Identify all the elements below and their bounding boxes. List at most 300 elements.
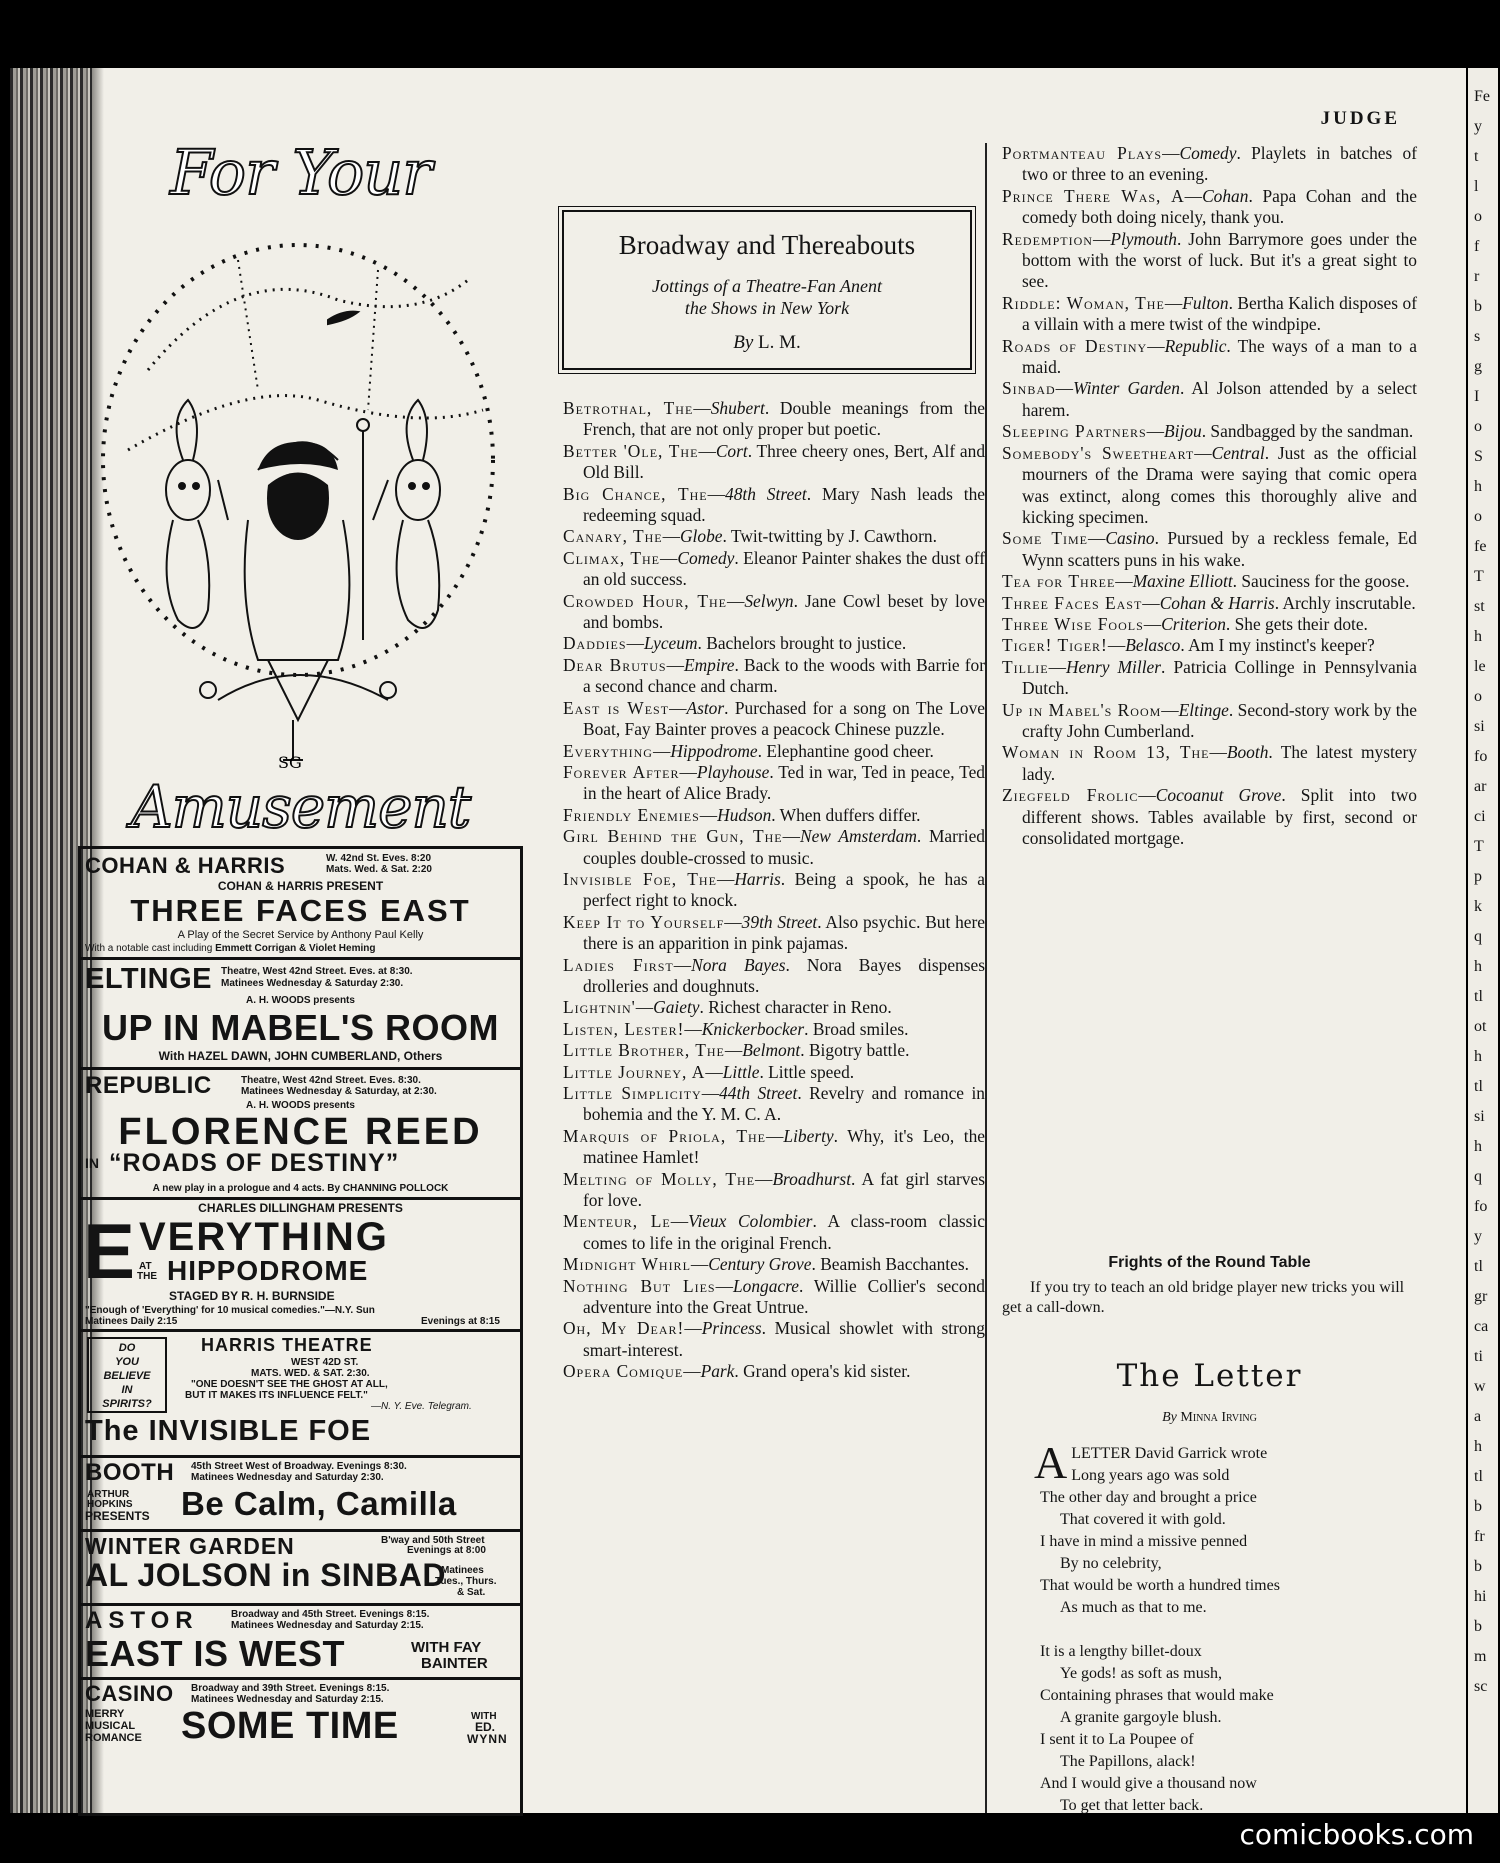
frights-title: Frights of the Round Table bbox=[1108, 1254, 1311, 1271]
next-page-fragment: f bbox=[1474, 238, 1480, 255]
next-page-fragment: p bbox=[1474, 868, 1482, 885]
poem-byline: By Minna Irving bbox=[1162, 1410, 1257, 1425]
show-theatre: Comedy bbox=[1179, 143, 1237, 163]
show-title: Tillie bbox=[1002, 656, 1049, 677]
show-listing-right bbox=[1002, 143, 1417, 849]
show-theatre: Fulton bbox=[1182, 292, 1229, 313]
casino-tag-1: MERRY bbox=[85, 1708, 125, 1720]
casino-tag-3: ROMANCE bbox=[85, 1732, 142, 1744]
show-theatre: Century Grove bbox=[708, 1254, 812, 1275]
show-blurb: The ways of a man to a maid. bbox=[1022, 335, 1417, 378]
show-theatre: Broadhurst bbox=[772, 1168, 852, 1189]
next-page-fragment: h bbox=[1474, 628, 1482, 645]
show-blurb: Revelry and romance in bohemia and the Y. M. C. A. bbox=[583, 1083, 985, 1125]
show-entry: Portmanteau Plays—Comedy. Playlets in batches of two or three to an evening. bbox=[1002, 143, 1418, 185]
illustration-signature: SG bbox=[278, 753, 302, 772]
next-page-fragment: ti bbox=[1474, 1348, 1483, 1365]
show-blurb: Double meanings from the French, that are not only proper but poetic. bbox=[583, 398, 985, 440]
show-title: Daddies bbox=[563, 633, 627, 654]
show-blurb: A class-room classic comes to life in the original French. bbox=[583, 1211, 985, 1253]
show-title: Big Chance, The bbox=[563, 483, 708, 504]
show-title: Ladies First bbox=[563, 954, 674, 975]
show-entry: Lightnin'—Gaiety. Richest character in Reno. bbox=[563, 997, 892, 1018]
show-theatre: Hippodrome bbox=[670, 740, 758, 761]
next-page-fragment: ci bbox=[1474, 808, 1486, 825]
show-title: East is West bbox=[563, 697, 670, 718]
next-page-fragment: h bbox=[1474, 958, 1482, 975]
spirits-box: DO YOU BELIEVE IN SPIRITS? bbox=[87, 1337, 167, 1413]
show-entry: Somebody's Sweetheart—Central. Just as the official mourners of the Drama were saying that comic opera was extinct, along comes this thoroughly alive and kicking specimen. bbox=[1002, 442, 1417, 527]
show-title: Little Journey, A bbox=[563, 1061, 706, 1082]
show-entry: Ladies First—Nora Bayes. Nora Bayes dispenses drolleries and doughnuts. bbox=[563, 954, 986, 996]
next-page-fragment: fo bbox=[1474, 1198, 1488, 1215]
next-page-fragment: gr bbox=[1474, 1288, 1488, 1305]
next-page-fragment: fo bbox=[1474, 748, 1488, 765]
next-page-fragment: a bbox=[1474, 1408, 1482, 1425]
next-page-fragment: g bbox=[1474, 358, 1482, 375]
show-blurb: Jane Cowl beset by love and bombs. bbox=[583, 590, 985, 633]
show-entry: Menteur, Le—Vieux Colombier. A class-room classic comes to life in the original French. bbox=[563, 1211, 985, 1253]
show-blurb: John Barrymore goes under the bottom with the worst of luck. But it's a great sight to see. bbox=[1022, 228, 1418, 292]
show-entry: Keep It to Yourself—39th Street. Also psychic. But here there is an apparition in pink pajamas. bbox=[563, 911, 985, 954]
casino-address-1: Broadway and 39th Street. Evenings 8:15. bbox=[191, 1683, 390, 1694]
show-entry: Everything—Hippodrome. Elephantine good cheer. bbox=[563, 740, 934, 761]
show-title: Forever After bbox=[563, 761, 680, 782]
next-page-fragment: o bbox=[1474, 508, 1482, 525]
show-theatre: Liberty bbox=[783, 1125, 834, 1146]
harris-theatre-name: HARRIS THEATRE bbox=[201, 1335, 373, 1355]
show-entry: Ziegfeld Frolic—Cocoanut Grove. Split into two different shows. Tables available by first, second or consolidated mortgage. bbox=[1002, 785, 1417, 848]
poem-body bbox=[1034, 1437, 1420, 1817]
show-title: Invisible Foe, The bbox=[563, 868, 717, 889]
next-page-fragment: T bbox=[1474, 838, 1484, 855]
show-title: Canary, The bbox=[563, 526, 663, 547]
show-theatre: Shubert bbox=[710, 398, 765, 418]
show-entry: Redemption—Plymouth. John Barrymore goes under the bottom with the worst of luck. But it's a great sight to see. bbox=[1002, 228, 1418, 292]
next-page-fragment: r bbox=[1474, 268, 1480, 285]
be-calm-camilla-title: Be Calm, Camilla bbox=[181, 1485, 457, 1522]
winter-garden-mats-3: & Sat. bbox=[457, 1587, 486, 1598]
next-page-fragment: l bbox=[1474, 178, 1479, 195]
next-page-fragment: sc bbox=[1474, 1678, 1488, 1695]
show-blurb: Willie Collier's second adventure into the Great Untrue. bbox=[583, 1275, 985, 1318]
show-blurb: Ted in war, Ted in peace, Ted in the heart of Alice Brady. bbox=[583, 761, 985, 804]
poem-line: That would be worth a hundred times bbox=[1040, 1577, 1280, 1594]
show-theatre: Selwyn bbox=[744, 590, 794, 611]
casino-name: CASINO bbox=[85, 1681, 174, 1706]
harris-address: WEST 42D ST. bbox=[291, 1357, 359, 1368]
show-blurb: Musical showlet with strong smart-interest. bbox=[583, 1318, 985, 1360]
next-page-fragment: tl bbox=[1474, 988, 1483, 1005]
show-entry: Woman in Room 13, The—Booth. The latest mystery lady. bbox=[1002, 742, 1417, 784]
show-title: Roads of Destiny bbox=[1002, 335, 1148, 356]
broadway-subtitle-1: Jottings of a Theatre-Fan Anent bbox=[652, 276, 882, 296]
ads-title-bottom: Amusement bbox=[130, 773, 471, 841]
show-entry: Girl Behind the Gun, The—New Amsterdam. Married couples double-crossed to music. bbox=[563, 826, 985, 868]
broadway-header-box bbox=[562, 210, 972, 370]
next-page-fragment: h bbox=[1474, 1048, 1482, 1065]
poem-line: Long years ago was sold bbox=[1071, 1467, 1230, 1484]
astor-name: ASTOR bbox=[85, 1607, 199, 1634]
show-entry: Better 'Ole, The—Cort. Three cheery ones, Bert, Alf and Old Bill. bbox=[563, 440, 986, 483]
show-entry: Climax, The—Comedy. Eleanor Painter shakes the dust off an old success. bbox=[563, 547, 985, 590]
booth-present-2: HOPKINS bbox=[87, 1499, 133, 1510]
next-page-fragment: m bbox=[1474, 1648, 1487, 1665]
show-entry: Sinbad—Winter Garden. Al Jolson attended by a select harem. bbox=[1002, 378, 1417, 420]
republic-present: A. H. WOODS presents bbox=[246, 1100, 355, 1111]
show-title: Three Wise Fools bbox=[1002, 613, 1144, 634]
show-theatre: Plymouth bbox=[1110, 228, 1177, 249]
ad-divider bbox=[81, 1455, 520, 1458]
show-listing-middle bbox=[563, 398, 985, 1383]
show-blurb: Broad smiles. bbox=[812, 1018, 909, 1039]
show-entry: Friendly Enemies—Hudson. When duffers differ. bbox=[563, 804, 921, 825]
show-theatre: Vieux Colombier bbox=[688, 1211, 813, 1232]
show-theatre: Cocoanut Grove bbox=[1155, 785, 1282, 806]
show-theatre: Longacre bbox=[732, 1275, 799, 1296]
show-blurb: Married couples double-crossed to music. bbox=[583, 826, 985, 868]
casino-with-1: WITH bbox=[471, 1711, 497, 1722]
show-blurb: Bigotry battle. bbox=[808, 1040, 910, 1061]
watermark: comicbooks.com bbox=[1239, 1818, 1474, 1851]
booth-address-1: 45th Street West of Broadway. Evenings 8:30. bbox=[191, 1461, 407, 1472]
show-theatre: Belmont bbox=[742, 1040, 801, 1061]
booth-present-3: PRESENTS bbox=[85, 1509, 150, 1523]
poem-dropcap: A bbox=[1034, 1437, 1068, 1488]
hippodrome-matinees: Matinees Daily 2:15 bbox=[85, 1316, 178, 1327]
show-theatre: Eltinge bbox=[1178, 699, 1229, 720]
show-theatre: Lyceum bbox=[643, 633, 698, 654]
everything-big-e: E bbox=[83, 1207, 136, 1295]
next-page-fragment: T bbox=[1474, 568, 1484, 585]
poem-line: As much as that to me. bbox=[1060, 1599, 1207, 1616]
show-theatre: Harris bbox=[734, 868, 781, 889]
show-blurb: Patricia Collinge in Pennsylvania Dutch. bbox=[1022, 656, 1417, 699]
show-blurb: Bertha Kalich disposes of a villain with a mere twist of the windpipe. bbox=[1022, 292, 1417, 335]
show-entry: Tillie—Henry Miller. Patricia Collinge in Pennsylvania Dutch. bbox=[1002, 656, 1417, 699]
show-blurb: Al Jolson attended by a select harem. bbox=[1022, 378, 1417, 420]
everything-title: VERYTHING bbox=[139, 1215, 389, 1259]
magazine-header: JUDGE bbox=[1320, 108, 1400, 129]
next-page-fragment: o bbox=[1474, 418, 1482, 435]
show-blurb: Archly inscrutable. bbox=[1282, 592, 1416, 613]
next-page-fragment: t bbox=[1474, 148, 1479, 165]
republic-address-2: Matinees Wednesday & Saturday, at 2:30. bbox=[241, 1086, 437, 1097]
florence-reed-title: FLORENCE REED bbox=[118, 1111, 483, 1153]
casino-tag-2: MUSICAL bbox=[85, 1720, 136, 1732]
show-title: Nothing But Lies bbox=[563, 1275, 716, 1296]
show-blurb: Richest character in Reno. bbox=[708, 997, 892, 1018]
next-page-fragment: tl bbox=[1474, 1468, 1483, 1485]
show-theatre: Central bbox=[1211, 442, 1265, 463]
show-blurb: Papa Cohan and the comedy both doing nicely, thank you. bbox=[1022, 185, 1417, 228]
ad-divider bbox=[81, 1197, 520, 1200]
show-entry: Prince There Was, A—Cohan. Papa Cohan and the comedy both doing nicely, thank you. bbox=[1002, 185, 1417, 228]
show-entry: Big Chance, The—48th Street. Mary Nash leads the redeeming squad. bbox=[563, 483, 985, 526]
republic-in: IN bbox=[85, 1155, 99, 1171]
booth-present-1: ARTHUR bbox=[87, 1489, 130, 1500]
eltinge-address-2: Matinees Wednesday & Saturday 2:30. bbox=[221, 978, 404, 989]
show-title: Little Simplicity bbox=[563, 1083, 702, 1103]
hippodrome-venue: HIPPODROME bbox=[167, 1255, 369, 1286]
next-page-fragment: fe bbox=[1474, 538, 1487, 555]
show-theatre: Booth bbox=[1226, 742, 1269, 763]
show-entry: Tiger! Tiger!—Belasco. Am I my instinct's keeper? bbox=[1002, 635, 1375, 656]
show-title: Little Brother, The bbox=[563, 1040, 725, 1061]
next-page-fragment: si bbox=[1474, 718, 1485, 735]
next-page-fragment: si bbox=[1474, 1108, 1485, 1125]
winter-garden-address-1: B'way and 50th Street bbox=[381, 1535, 485, 1546]
show-theatre: Little bbox=[722, 1061, 760, 1082]
ad-divider bbox=[81, 957, 520, 960]
show-title: Marquis of Priola, The bbox=[563, 1125, 767, 1146]
show-blurb: Am I my instinct's keeper? bbox=[1188, 635, 1375, 656]
hippodrome-the: THE bbox=[137, 1271, 157, 1282]
show-theatre: Empire bbox=[683, 654, 735, 675]
next-page-fragment: tl bbox=[1474, 1258, 1483, 1275]
show-title: Midnight Whirl bbox=[563, 1254, 691, 1275]
cohan-harris-name: COHAN & HARRIS bbox=[85, 853, 286, 878]
show-theatre: Knickerbocker bbox=[701, 1018, 805, 1039]
show-title: Dear Brutus bbox=[563, 654, 667, 675]
show-title: Tea for Three bbox=[1002, 571, 1116, 592]
next-page-fragment: S bbox=[1474, 448, 1483, 465]
next-page-fragment: fr bbox=[1474, 1528, 1485, 1545]
next-page-fragment: y bbox=[1474, 1228, 1482, 1245]
show-blurb: Pursued by a reckless female, Ed Wynn scatters puns in his wake. bbox=[1022, 528, 1417, 570]
show-blurb: Bachelors brought to justice. bbox=[706, 633, 907, 654]
show-title: Friendly Enemies bbox=[563, 804, 700, 825]
poem-line: To get that letter back. bbox=[1060, 1797, 1204, 1814]
poem-line: And I would give a thousand now bbox=[1040, 1775, 1257, 1792]
invisible-foe-title: The INVISIBLE FOE bbox=[85, 1415, 372, 1447]
show-title: Lightnin' bbox=[563, 997, 636, 1018]
next-page-fragment: Fe bbox=[1474, 88, 1490, 105]
three-faces-east-line-1: A Play of the Secret Service by Anthony Paul Kelly bbox=[177, 929, 424, 941]
jester-illustration bbox=[88, 220, 508, 780]
ad-divider bbox=[81, 1677, 520, 1680]
show-theatre: Maxine Elliott bbox=[1132, 571, 1233, 592]
show-entry: Little Journey, A—Little. Little speed. bbox=[563, 1061, 855, 1082]
next-page-fragment: I bbox=[1474, 388, 1480, 405]
show-theatre: 39th Street bbox=[741, 911, 818, 932]
show-theatre: Comedy bbox=[677, 547, 735, 568]
poem-line: That covered it with gold. bbox=[1060, 1511, 1226, 1528]
next-page-fragment: b bbox=[1474, 1618, 1482, 1635]
next-page-fragment: le bbox=[1474, 658, 1486, 675]
show-entry: Roads of Destiny—Republic. The ways of a man to a maid. bbox=[1002, 335, 1417, 378]
show-title: Sleeping Partners bbox=[1002, 421, 1147, 442]
show-entry: Three Faces East—Cohan & Harris. Archly inscrutable. bbox=[1002, 592, 1416, 613]
next-page-fragment: b bbox=[1474, 1498, 1482, 1515]
show-title: Portmanteau Plays bbox=[1002, 143, 1163, 163]
show-title: Menteur, Le bbox=[563, 1211, 671, 1232]
show-entry: Oh, My Dear!—Princess. Musical showlet with strong smart-interest. bbox=[563, 1318, 985, 1360]
show-title: Climax, The bbox=[563, 547, 660, 568]
republic-note: A new play in a prologue and 4 acts. By CHANNING POLLOCK bbox=[152, 1183, 449, 1194]
show-entry: Little Simplicity—44th Street. Revelry and romance in bohemia and the Y. M. C. A. bbox=[563, 1083, 985, 1125]
show-entry: Three Wise Fools—Criterion. She gets their dote. bbox=[1002, 613, 1368, 634]
cohan-harris-present: COHAN & HARRIS PRESENT bbox=[217, 879, 384, 893]
poem-line: Ye gods! as soft as mush, bbox=[1060, 1665, 1222, 1682]
al-jolson-sinbad-title: AL JOLSON in SINBAD bbox=[85, 1557, 446, 1593]
show-entry: Riddle: Woman, The—Fulton. Bertha Kalich disposes of a villain with a mere twist of the windpipe. bbox=[1002, 292, 1417, 335]
show-blurb: Back to the woods with Barrie for a second chance and charm. bbox=[583, 654, 985, 697]
show-blurb: Twit-twitting by J. Cawthorn. bbox=[730, 526, 937, 547]
broadway-subtitle-2: the Shows in New York bbox=[684, 298, 850, 318]
broadway-title: Broadway and Thereabouts bbox=[618, 230, 916, 260]
show-theatre: Republic bbox=[1164, 335, 1227, 356]
poem-line: I sent it to La Poupee of bbox=[1040, 1731, 1194, 1748]
show-theatre: Bijou bbox=[1164, 421, 1202, 442]
show-title: Some Time bbox=[1002, 528, 1088, 549]
show-blurb: Grand opera's kid sister. bbox=[743, 1361, 911, 1382]
show-blurb: Eleanor Painter shakes the dust off an old success. bbox=[583, 547, 985, 590]
next-page-fragment: q bbox=[1474, 928, 1482, 945]
show-entry: Sleeping Partners—Bijou. Sandbagged by the sandman. bbox=[1002, 421, 1414, 442]
winter-garden-name: WINTER GARDEN bbox=[85, 1533, 295, 1559]
show-theatre: Nora Bayes bbox=[691, 954, 786, 975]
show-entry: Invisible Foe, The—Harris. Being a spook, he has a perfect right to knock. bbox=[563, 868, 985, 911]
show-theatre: Hudson bbox=[717, 804, 772, 825]
poem-line: It is a lengthy billet-doux bbox=[1040, 1643, 1202, 1660]
show-title: Listen, Lester! bbox=[563, 1018, 685, 1039]
show-entry: Up in Mabel's Room—Eltinge. Second-story work by the crafty John Cumberland. bbox=[1002, 699, 1417, 741]
show-blurb: When duffers differ. bbox=[779, 804, 921, 825]
next-page-fragment: b bbox=[1474, 298, 1482, 315]
frights-text: If you try to teach an old bridge player new tricks you will get a call-down. bbox=[1002, 1279, 1405, 1316]
ads-title-top: For Your bbox=[170, 136, 431, 209]
show-blurb: Sauciness for the goose. bbox=[1241, 571, 1410, 592]
show-blurb: Being a spook, he has a perfect right to knock. bbox=[583, 868, 985, 911]
ad-divider bbox=[81, 1603, 520, 1606]
ad-divider bbox=[81, 1067, 520, 1070]
next-page-fragment: st bbox=[1474, 598, 1485, 615]
show-entry: Daddies—Lyceum. Bachelors brought to justice. bbox=[563, 633, 907, 654]
show-title: Riddle: Woman, The bbox=[1002, 292, 1165, 313]
show-entry: Some Time—Casino. Pursued by a reckless female, Ed Wynn scatters puns in his wake. bbox=[1002, 528, 1417, 570]
show-entry: Dear Brutus—Empire. Back to the woods with Barrie for a second chance and charm. bbox=[563, 654, 985, 697]
hippodrome-staged: STAGED BY R. H. BURNSIDE bbox=[169, 1289, 335, 1303]
show-title: Melting of Molly, The bbox=[563, 1168, 756, 1189]
show-blurb: The latest mystery lady. bbox=[1022, 742, 1417, 784]
show-title: Better 'Ole, The bbox=[563, 440, 699, 461]
show-theatre: Cohan & Harris bbox=[1159, 592, 1275, 613]
astor-with-2: BAINTER bbox=[421, 1655, 488, 1672]
poem-line: The Papillons, alack! bbox=[1060, 1753, 1196, 1770]
casino-with-2: ED. bbox=[475, 1720, 496, 1734]
show-entry: Tea for Three—Maxine Elliott. Sauciness for the goose. bbox=[1002, 571, 1410, 592]
show-title: Somebody's Sweetheart bbox=[1002, 442, 1195, 463]
hippodrome-present: CHARLES DILLINGHAM PRESENTS bbox=[198, 1201, 403, 1215]
eltinge-cast: With HAZEL DAWN, JOHN CUMBERLAND, Others bbox=[158, 1049, 443, 1063]
show-theatre: Gaiety bbox=[653, 997, 700, 1018]
casino-with-3: WYNN bbox=[467, 1732, 508, 1746]
show-entry: Crowded Hour, The—Selwyn. Jane Cowl beset by love and bombs. bbox=[563, 590, 985, 633]
next-page-fragment: s bbox=[1474, 328, 1481, 345]
show-title: Opera Comique bbox=[563, 1361, 684, 1382]
show-blurb: Also psychic. But here there is an apparition in pink pajamas. bbox=[583, 911, 985, 954]
poem-line: Containing phrases that would make bbox=[1040, 1687, 1274, 1704]
show-title: Ziegfeld Frolic bbox=[1002, 785, 1139, 806]
show-theatre: Cohan bbox=[1202, 185, 1249, 206]
roads-of-destiny-title: “ROADS OF DESTINY” bbox=[109, 1149, 400, 1177]
astor-address-2: Matinees Wednesday and Saturday 2:15. bbox=[231, 1620, 424, 1631]
show-title: Crowded Hour, The bbox=[563, 590, 727, 611]
next-page-fragment: k bbox=[1474, 898, 1482, 915]
theatre-ads-column bbox=[78, 136, 523, 1816]
show-entry: Betrothal, The—Shubert. Double meanings from the French, that are not only proper but poetic. bbox=[563, 398, 985, 440]
ad-divider bbox=[81, 1329, 520, 1332]
hippodrome-evenings: Evenings at 8:15 bbox=[421, 1316, 500, 1327]
stanza-gap bbox=[1040, 1619, 1420, 1641]
next-page-fragment: ar bbox=[1474, 778, 1487, 795]
show-title: Sinbad bbox=[1002, 378, 1056, 399]
next-page-fragment: h bbox=[1474, 478, 1482, 495]
republic-name: REPUBLIC bbox=[85, 1072, 212, 1099]
hippodrome-quote: "Enough of 'Everything' for 10 musical comedies."—N.Y. Sun bbox=[85, 1305, 375, 1316]
show-theatre: Princess bbox=[701, 1318, 762, 1339]
show-entry: Nothing But Lies—Longacre. Willie Collier's second adventure into the Great Untrue. bbox=[563, 1275, 985, 1318]
show-title: Redemption bbox=[1002, 228, 1093, 249]
poem-line: A granite gargoyle blush. bbox=[1060, 1709, 1222, 1726]
show-theatre: 44th Street bbox=[719, 1083, 798, 1103]
poem-line: The other day and brought a price bbox=[1040, 1489, 1257, 1506]
show-entry: Midnight Whirl—Century Grove. Beamish Bacchantes. bbox=[563, 1254, 969, 1275]
show-blurb: Just as the official mourners of the Drama were saying that comic opera was extinct, along comes this thoroughly alive and kicking specimen. bbox=[1022, 442, 1417, 527]
poem-line: I have in mind a missive penned bbox=[1040, 1533, 1248, 1550]
show-theatre: Globe bbox=[680, 526, 723, 547]
show-theatre: Astor bbox=[686, 697, 725, 718]
show-title: Up in Mabel's Room bbox=[1002, 699, 1162, 720]
poem-line: By no celebrity, bbox=[1060, 1555, 1162, 1572]
show-entry: Canary, The—Globe. Twit-twitting by J. Cawthorn. bbox=[563, 526, 937, 547]
show-entry: Opera Comique—Park. Grand opera's kid sister. bbox=[563, 1361, 911, 1382]
next-page-fragment: o bbox=[1474, 208, 1482, 225]
show-theatre: Henry Miller bbox=[1066, 656, 1162, 677]
harris-mats: MATS. WED. & SAT. 2:30. bbox=[251, 1368, 370, 1379]
show-theatre: 48th Street bbox=[725, 483, 807, 504]
some-time-title: SOME TIME bbox=[181, 1705, 399, 1747]
broadway-byline: By L. M. bbox=[733, 332, 801, 353]
next-page-fragment: ot bbox=[1474, 1018, 1487, 1035]
show-theatre: New Amsterdam bbox=[799, 826, 917, 847]
show-title: Betrothal, The bbox=[563, 398, 694, 418]
east-is-west-title: EAST IS WEST bbox=[85, 1633, 346, 1674]
next-page-fragment: tl bbox=[1474, 1078, 1483, 1095]
show-entry: Forever After—Playhouse. Ted in war, Ted in peace, Ted in the heart of Alice Brady. bbox=[563, 761, 985, 804]
harris-quote-1: "ONE DOESN'T SEE THE GHOST AT ALL, bbox=[191, 1379, 388, 1390]
show-entry: Listen, Lester!—Knickerbocker. Broad smiles. bbox=[563, 1018, 909, 1039]
show-title: Woman in Room 13, The bbox=[1002, 742, 1210, 763]
show-title: Three Faces East bbox=[1002, 592, 1143, 613]
harris-quote-2: BUT IT MAKES ITS INFLUENCE FELT." bbox=[185, 1390, 368, 1401]
show-blurb: Nora Bayes dispenses drolleries and doughnuts. bbox=[583, 954, 986, 996]
show-theatre: Casino bbox=[1105, 528, 1155, 549]
show-theatre: Playhouse bbox=[696, 761, 770, 782]
booth-name: BOOTH bbox=[85, 1459, 175, 1486]
winter-garden-mats-1: Matinees bbox=[441, 1565, 484, 1576]
show-entry: Little Brother, The—Belmont. Bigotry battle. bbox=[563, 1040, 910, 1061]
show-blurb: Second-story work by the crafty John Cumberland. bbox=[1022, 699, 1417, 741]
show-blurb: Little speed. bbox=[768, 1061, 855, 1082]
next-page-fragment: hi bbox=[1474, 1588, 1487, 1605]
next-page-edge bbox=[1468, 68, 1498, 1813]
poem-title: The Letter bbox=[1116, 1358, 1303, 1394]
winter-garden-address-2: Evenings at 8:00 bbox=[407, 1545, 486, 1556]
show-title: Prince There Was, A bbox=[1002, 185, 1185, 206]
show-entry: Melting of Molly, The—Broadhurst. A fat girl starves for love. bbox=[563, 1168, 985, 1211]
